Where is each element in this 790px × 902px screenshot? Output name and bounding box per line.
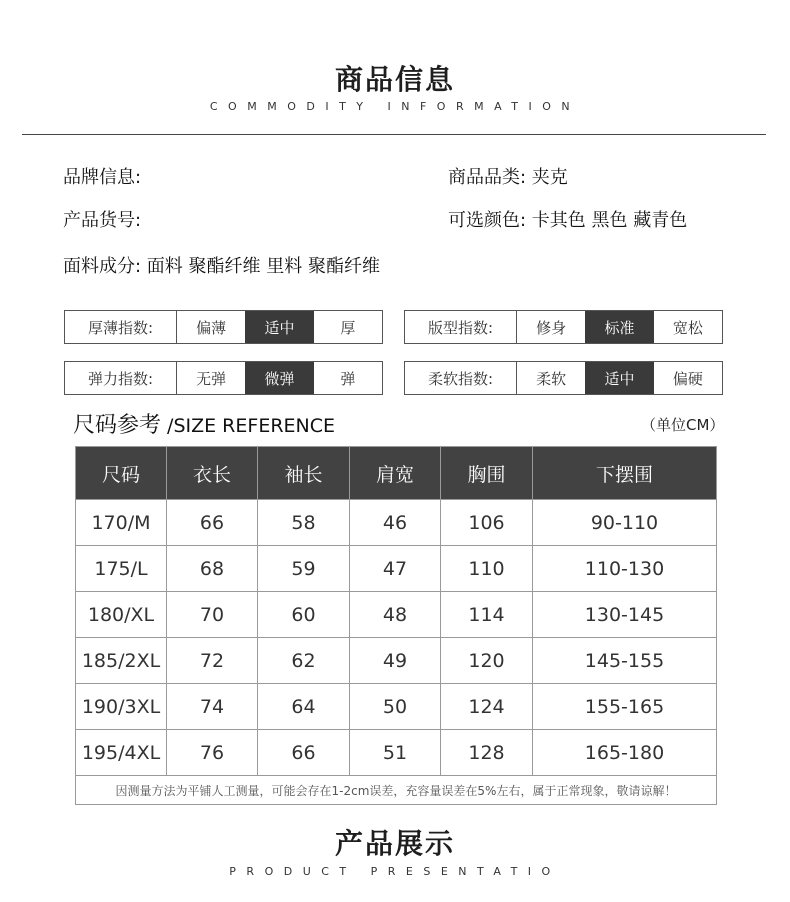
table-note-row — [76, 776, 717, 805]
table-cell: 155-165 — [533, 684, 717, 730]
product-subtitle: PRODUCT PRESENTATIO — [229, 865, 561, 878]
softness-option: 偏硬 — [672, 369, 703, 388]
commodity-title: 商品信息 — [334, 63, 455, 96]
thickness-index — [64, 310, 383, 344]
sku-info: 产品货号: — [63, 210, 142, 231]
fit-index-label: 版型指数: — [405, 311, 517, 343]
table-cell: 185/2XL — [76, 638, 167, 684]
elasticity-index-label: 弹力指数: — [65, 362, 177, 394]
thickness-option-selected: 适中 — [245, 311, 313, 343]
table-cell: 72 — [167, 638, 258, 684]
table-cell: 90-110 — [533, 500, 717, 546]
table-cell: 60 — [258, 592, 350, 638]
table-cell: 64 — [258, 684, 350, 730]
table-cell: 50 — [350, 684, 441, 730]
table-cell: 195/4XL — [76, 730, 167, 776]
table-cell: 46 — [350, 500, 441, 546]
table-cell: 110 — [441, 546, 533, 592]
softness-option-selected: 适中 — [585, 362, 653, 394]
table-cell: 47 — [350, 546, 441, 592]
table-row — [76, 592, 717, 638]
table-cell: 76 — [167, 730, 258, 776]
table-row — [76, 546, 717, 592]
size-heading-en: /SIZE REFERENCE — [161, 415, 336, 437]
header-length: 衣长 — [167, 447, 258, 500]
table-cell: 180/XL — [76, 592, 167, 638]
fabric-info: 面料成分: 面料 聚酯纤维 里料 聚酯纤维 — [63, 256, 380, 277]
table-cell: 114 — [441, 592, 533, 638]
thickness-index-label: 厚薄指数: — [65, 311, 177, 343]
product-title: 产品展示 — [334, 827, 455, 860]
elasticity-option-selected: 微弹 — [245, 362, 313, 394]
softness-index — [404, 361, 723, 395]
elasticity-option: 无弹 — [196, 369, 227, 388]
table-row — [76, 638, 717, 684]
table-cell: 170/M — [76, 500, 167, 546]
table-cell: 66 — [258, 730, 350, 776]
table-cell: 48 — [350, 592, 441, 638]
size-heading-cn: 尺码参考 — [73, 413, 162, 438]
header-shoulder: 肩宽 — [350, 447, 441, 500]
table-cell: 128 — [441, 730, 533, 776]
table-cell: 62 — [258, 638, 350, 684]
table-row — [76, 730, 717, 776]
fit-index — [404, 310, 723, 344]
brand-info: 品牌信息: — [63, 167, 142, 188]
size-table-header — [76, 447, 717, 500]
table-cell: 110-130 — [533, 546, 717, 592]
header-size: 尺码 — [76, 447, 167, 500]
table-cell: 49 — [350, 638, 441, 684]
table-cell: 120 — [441, 638, 533, 684]
table-cell: 51 — [350, 730, 441, 776]
table-cell: 70 — [167, 592, 258, 638]
elasticity-option: 弹 — [340, 369, 356, 388]
softness-option: 柔软 — [536, 369, 567, 388]
table-cell: 68 — [167, 546, 258, 592]
size-table — [75, 446, 717, 805]
colors-info: 可选颜色: 卡其色 黑色 藏青色 — [448, 210, 688, 231]
table-cell: 59 — [258, 546, 350, 592]
header-chest: 胸围 — [441, 447, 533, 500]
fit-option-selected: 标准 — [585, 311, 653, 343]
header-hem: 下摆围 — [533, 447, 717, 500]
fit-option: 宽松 — [672, 318, 703, 337]
thickness-option: 厚 — [340, 318, 356, 337]
header-sleeve: 袖长 — [258, 447, 350, 500]
table-cell: 175/L — [76, 546, 167, 592]
table-cell: 66 — [167, 500, 258, 546]
thickness-option: 偏薄 — [196, 318, 227, 337]
table-cell: 74 — [167, 684, 258, 730]
elasticity-index — [64, 361, 383, 395]
softness-index-label: 柔软指数: — [405, 362, 517, 394]
category-info: 商品品类: 夹克 — [448, 167, 568, 188]
fit-option: 修身 — [536, 318, 567, 337]
table-cell: 130-145 — [533, 592, 717, 638]
measurement-note: 因测量方法为平铺人工测量，可能会存在1-2cm误差，充容量误差在5%左右，属于正常现象，敬请谅解！ — [76, 776, 717, 805]
section-divider — [22, 134, 766, 135]
table-cell: 165-180 — [533, 730, 717, 776]
table-cell: 58 — [258, 500, 350, 546]
table-cell: 106 — [441, 500, 533, 546]
unit-label: （单位CM） — [641, 416, 725, 434]
table-row — [76, 684, 717, 730]
table-row — [76, 500, 717, 546]
table-cell: 124 — [441, 684, 533, 730]
table-cell: 190/3XL — [76, 684, 167, 730]
commodity-subtitle: COMMODITY INFORMATION — [209, 100, 581, 113]
table-cell: 145-155 — [533, 638, 717, 684]
size-reference-heading — [73, 408, 335, 439]
